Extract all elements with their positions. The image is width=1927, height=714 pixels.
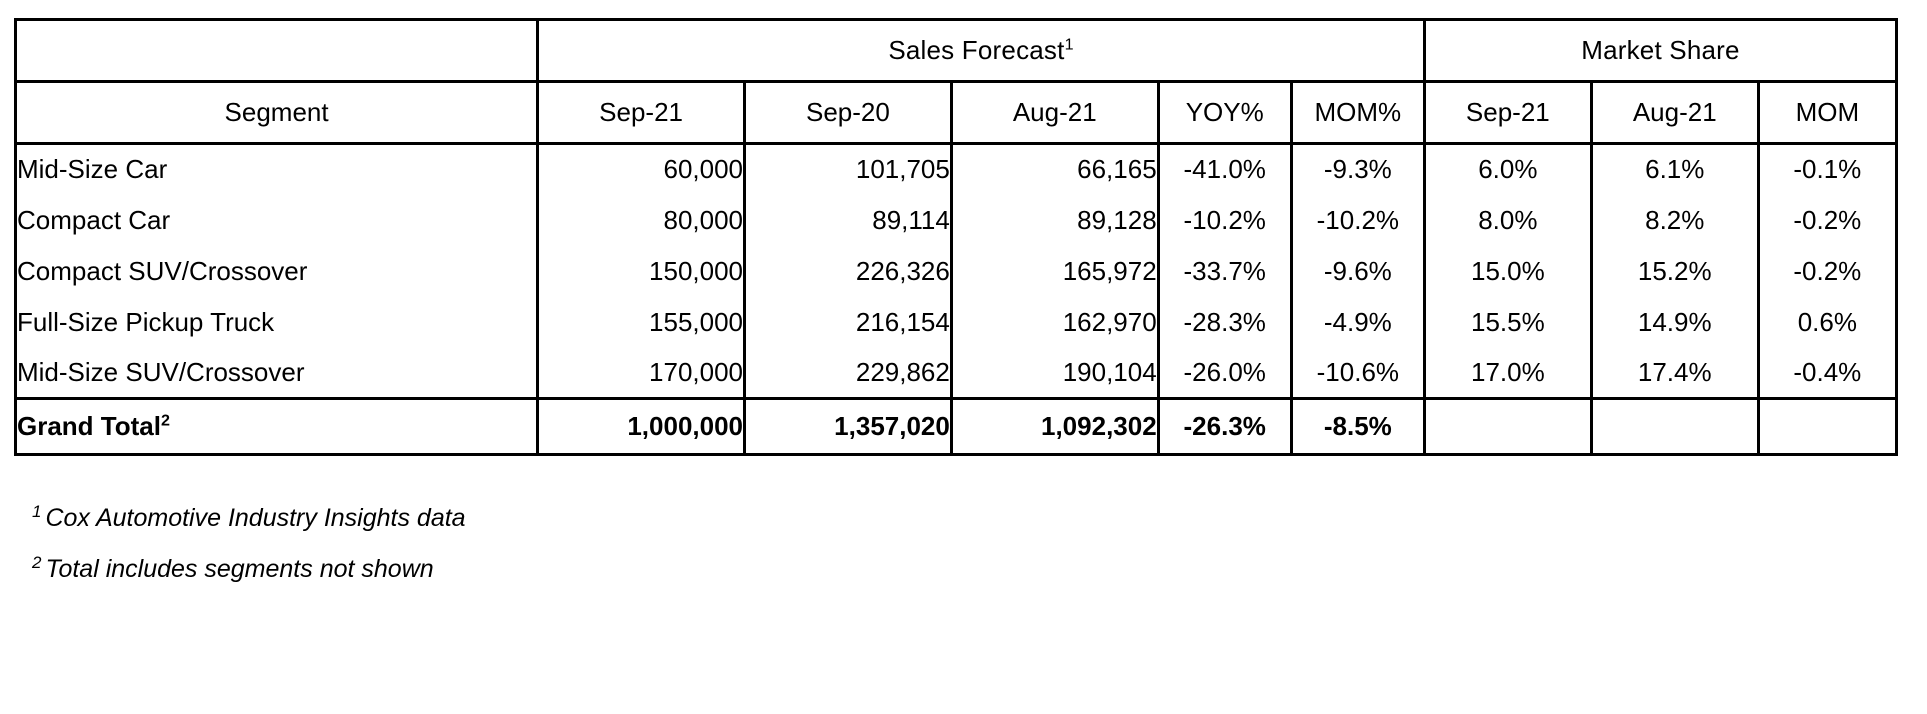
cell-total-sf-sep21: 1,000,000: [538, 399, 745, 455]
cell-sf-aug21: 190,104: [951, 348, 1158, 399]
cell-total-sf-sep20: 1,357,020: [745, 399, 952, 455]
cell-mom: -10.6%: [1291, 348, 1424, 399]
column-header-sf-sep20: Sep-20: [745, 82, 952, 144]
grand-total-label: Grand Total: [17, 411, 161, 441]
cell-mom: -9.6%: [1291, 246, 1424, 297]
column-header-sf-sep21: Sep-21: [538, 82, 745, 144]
cell-ms-mom: 0.6%: [1758, 297, 1896, 348]
table-row: [16, 144, 1897, 195]
group-header-market-share: Market Share: [1424, 20, 1896, 82]
cell-total-ms-sep21: [1424, 399, 1591, 455]
cell-sf-sep20: 226,326: [745, 246, 952, 297]
cell-total-yoy: -26.3%: [1158, 399, 1291, 455]
cell-segment: Full-Size Pickup Truck: [16, 297, 538, 348]
grand-total-marker: 2: [160, 411, 170, 430]
column-header-mom: MOM%: [1291, 82, 1424, 144]
cell-sf-sep20: 89,114: [745, 195, 952, 246]
cell-ms-sep21: 15.0%: [1424, 246, 1591, 297]
cell-ms-aug21: 15.2%: [1591, 246, 1758, 297]
cell-yoy: -26.0%: [1158, 348, 1291, 399]
cell-ms-mom: -0.2%: [1758, 195, 1896, 246]
table-row: [16, 246, 1897, 297]
cell-sf-sep20: 216,154: [745, 297, 952, 348]
cell-total-ms-aug21: [1591, 399, 1758, 455]
cell-ms-mom: -0.1%: [1758, 144, 1896, 195]
cell-yoy: -10.2%: [1158, 195, 1291, 246]
footnote-2: [32, 552, 1927, 584]
cell-ms-aug21: 8.2%: [1591, 195, 1758, 246]
cell-sf-sep21: 150,000: [538, 246, 745, 297]
cell-sf-sep21: 170,000: [538, 348, 745, 399]
cell-sf-sep21: 155,000: [538, 297, 745, 348]
footnote-1-text: Cox Automotive Industry Insights data: [45, 504, 466, 532]
table-body: [16, 144, 1897, 399]
cell-ms-mom: -0.2%: [1758, 246, 1896, 297]
cell-sf-aug21: 89,128: [951, 195, 1158, 246]
cell-segment: Compact Car: [16, 195, 538, 246]
cell-ms-sep21: 17.0%: [1424, 348, 1591, 399]
cell-mom: -4.9%: [1291, 297, 1424, 348]
cell-mom: -9.3%: [1291, 144, 1424, 195]
cell-ms-aug21: 6.1%: [1591, 144, 1758, 195]
column-header-yoy: YOY%: [1158, 82, 1291, 144]
table-foot: [16, 399, 1897, 455]
cell-ms-aug21: 17.4%: [1591, 348, 1758, 399]
column-header-row: [16, 82, 1897, 144]
group-header-sales-forecast-label: Sales Forecast: [888, 35, 1065, 65]
cell-ms-sep21: 8.0%: [1424, 195, 1591, 246]
column-header-ms-aug21: Aug-21: [1591, 82, 1758, 144]
grand-total-row: [16, 399, 1897, 455]
table-row: [16, 348, 1897, 399]
cell-ms-mom: -0.4%: [1758, 348, 1896, 399]
group-header-sales-forecast-marker: 1: [1064, 35, 1074, 54]
cell-sf-aug21: 162,970: [951, 297, 1158, 348]
cell-total-sf-aug21: 1,092,302: [951, 399, 1158, 455]
cell-sf-aug21: 165,972: [951, 246, 1158, 297]
footnote-2-marker: 2: [32, 552, 42, 572]
column-header-ms-mom: MOM: [1758, 82, 1896, 144]
footnote-1: [32, 501, 1927, 533]
cell-ms-aug21: 14.9%: [1591, 297, 1758, 348]
group-header-sales-forecast: [538, 20, 1425, 82]
group-header-row: [16, 20, 1897, 82]
column-header-ms-sep21: Sep-21: [1424, 82, 1591, 144]
cell-sf-aug21: 66,165: [951, 144, 1158, 195]
footnotes: [14, 501, 1927, 584]
cell-ms-sep21: 6.0%: [1424, 144, 1591, 195]
table-row: [16, 195, 1897, 246]
cell-sf-sep21: 60,000: [538, 144, 745, 195]
cell-yoy: -28.3%: [1158, 297, 1291, 348]
cell-segment: Mid-Size Car: [16, 144, 538, 195]
cell-total-ms-mom: [1758, 399, 1896, 455]
cell-sf-sep20: 101,705: [745, 144, 952, 195]
cell-total-mom: -8.5%: [1291, 399, 1424, 455]
cell-yoy: -33.7%: [1158, 246, 1291, 297]
cell-segment: Compact SUV/Crossover: [16, 246, 538, 297]
cell-segment: Mid-Size SUV/Crossover: [16, 348, 538, 399]
group-header-blank: [16, 20, 538, 82]
cell-mom: -10.2%: [1291, 195, 1424, 246]
cell-yoy: -41.0%: [1158, 144, 1291, 195]
column-header-segment: Segment: [16, 82, 538, 144]
table-head: [16, 20, 1897, 144]
column-header-sf-aug21: Aug-21: [951, 82, 1158, 144]
footnote-1-marker: 1: [32, 501, 42, 521]
sales-forecast-table: [14, 18, 1898, 456]
cell-sf-sep20: 229,862: [745, 348, 952, 399]
cell-sf-sep21: 80,000: [538, 195, 745, 246]
table-row: [16, 297, 1897, 348]
cell-ms-sep21: 15.5%: [1424, 297, 1591, 348]
footnote-2-text: Total includes segments not shown: [45, 555, 434, 583]
cell-grand-total-label: [16, 399, 538, 455]
